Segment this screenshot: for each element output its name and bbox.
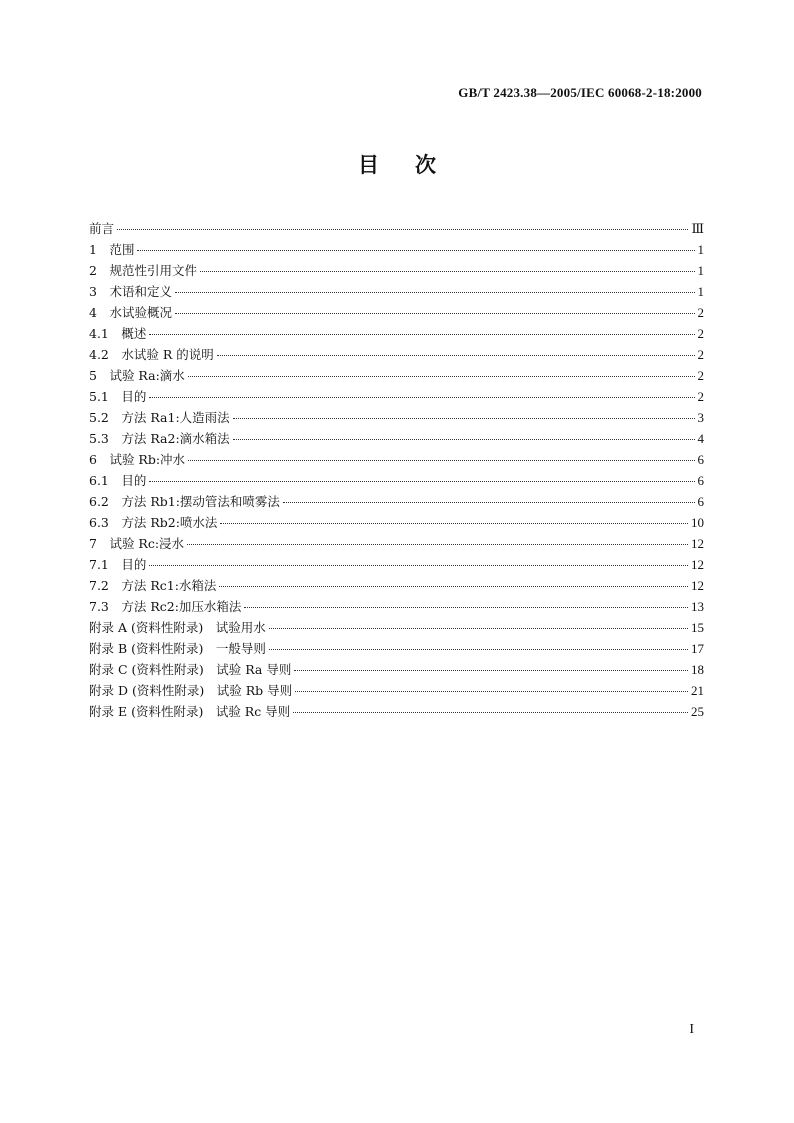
toc-entry-label: 2 规范性引用文件 xyxy=(89,263,197,278)
toc-entry-annex-d[interactable] xyxy=(89,680,704,701)
toc-dot-leader xyxy=(188,460,694,461)
toc-entry-label: 7.2 方法 Rc1:水箱法 xyxy=(89,578,217,593)
toc-entry-5-2[interactable] xyxy=(89,407,704,428)
toc-entry-label: 6.1 目的 xyxy=(89,473,147,488)
toc-entry-label: 1 范围 xyxy=(89,242,135,257)
toc-dot-leader xyxy=(233,418,695,419)
toc-entry-label: 6 试验 Rb:冲水 xyxy=(89,452,186,467)
toc-entry-7-2[interactable] xyxy=(89,575,704,596)
toc-entry-page: 1 xyxy=(697,242,704,257)
toc-entry-page: 21 xyxy=(691,683,704,698)
toc-entry-label: 5 试验 Ra:滴水 xyxy=(89,368,185,383)
toc-entry-label: 4 水试验概况 xyxy=(89,305,172,320)
toc-dot-leader xyxy=(220,523,688,524)
toc-dot-leader xyxy=(233,439,695,440)
toc-dot-leader xyxy=(293,712,688,713)
toc-entry-6[interactable] xyxy=(89,449,704,470)
toc-entry-page: 15 xyxy=(691,620,704,635)
toc-entry-label: 5.3 方法 Ra2:滴水箱法 xyxy=(89,431,230,446)
toc-entry-label: 附录 B (资料性附录) 一般导则 xyxy=(89,641,266,656)
toc-entry-page: 6 xyxy=(697,494,704,509)
toc-entry-label: 6.3 方法 Rb2:喷水法 xyxy=(89,515,218,530)
toc-entry-page: 18 xyxy=(691,662,704,677)
toc-dot-leader xyxy=(117,229,688,230)
toc-entry-page: 2 xyxy=(697,347,704,362)
toc-dot-leader xyxy=(188,376,695,377)
toc-entry-5[interactable] xyxy=(89,365,704,386)
toc-entry-label: 5.2 方法 Ra1:人造雨法 xyxy=(89,410,230,425)
toc-dot-leader xyxy=(137,250,694,251)
standard-code: GB/T 2423.38—2005/IEC 60068-2-18:2000 xyxy=(458,85,702,100)
toc-entry-page: 2 xyxy=(697,305,704,320)
toc-entry-4-2[interactable] xyxy=(89,344,704,365)
toc-dot-leader xyxy=(187,544,688,545)
toc-entry-7[interactable] xyxy=(89,533,704,554)
toc-entry-4-1[interactable] xyxy=(89,323,704,344)
page-title: 目次 xyxy=(358,153,472,177)
toc-dot-leader xyxy=(219,586,688,587)
toc-entry-label: 5.1 目的 xyxy=(89,389,147,404)
toc-dot-leader xyxy=(149,481,694,482)
toc-entry-page: 1 xyxy=(697,263,704,278)
toc-entry-2[interactable] xyxy=(89,260,704,281)
toc-entry-foreword[interactable] xyxy=(89,218,704,239)
toc-entry-label: 7.3 方法 Rc2:加压水箱法 xyxy=(89,599,242,614)
toc-entry-6-3[interactable] xyxy=(89,512,704,533)
toc-entry-label: 7.1 目的 xyxy=(89,557,147,572)
toc-entry-page: 2 xyxy=(697,368,704,383)
toc-entry-1[interactable] xyxy=(89,239,704,260)
toc-entry-page: 12 xyxy=(691,578,704,593)
toc-entry-label: 附录 D (资料性附录) 试验 Rb 导则 xyxy=(89,683,293,698)
toc-entry-page: 12 xyxy=(691,557,704,572)
toc-entry-page: 1 xyxy=(697,284,704,299)
toc-dot-leader xyxy=(269,628,688,629)
toc-entry-6-1[interactable] xyxy=(89,470,704,491)
toc-entry-page: 25 xyxy=(691,704,704,719)
toc-entry-label: 附录 E (资料性附录) 试验 Rc 导则 xyxy=(89,704,291,719)
toc-entry-page: 13 xyxy=(691,599,704,614)
toc-dot-leader xyxy=(149,565,688,566)
toc-entry-3[interactable] xyxy=(89,281,704,302)
toc-entry-annex-b[interactable] xyxy=(89,638,704,659)
toc-entry-page: 17 xyxy=(691,641,704,656)
toc-entry-page: Ⅲ xyxy=(691,221,704,236)
toc-entry-5-1[interactable] xyxy=(89,386,704,407)
toc-dot-leader xyxy=(175,313,695,314)
toc-dot-leader xyxy=(149,397,694,398)
toc-entry-page: 3 xyxy=(697,410,704,425)
toc-dot-leader xyxy=(244,607,688,608)
toc-entry-4[interactable] xyxy=(89,302,704,323)
toc-dot-leader xyxy=(200,271,695,272)
toc-dot-leader xyxy=(283,502,695,503)
toc-entry-annex-a[interactable] xyxy=(89,617,704,638)
toc-entry-label: 附录 A (资料性附录) 试验用水 xyxy=(89,620,266,635)
toc-dot-leader xyxy=(294,670,688,671)
toc-entry-page: 2 xyxy=(697,389,704,404)
toc-entry-label: 3 术语和定义 xyxy=(89,284,172,299)
toc-entry-7-1[interactable] xyxy=(89,554,704,575)
toc-entry-label: 4.1 概述 xyxy=(89,326,147,341)
toc-entry-5-3[interactable] xyxy=(89,428,704,449)
toc-entry-page: 6 xyxy=(697,452,704,467)
page-number: I xyxy=(689,1022,694,1037)
toc-entry-7-3[interactable] xyxy=(89,596,704,617)
toc-entry-page: 4 xyxy=(697,431,704,446)
toc-entry-page: 12 xyxy=(691,536,704,551)
toc-entry-page: 6 xyxy=(697,473,704,488)
toc-dot-leader xyxy=(269,649,688,650)
toc-entry-label: 4.2 水试验 R 的说明 xyxy=(89,347,214,362)
toc-entry-label: 6.2 方法 Rb1:摆动管法和喷雾法 xyxy=(89,494,280,509)
toc-entry-page: 2 xyxy=(697,326,704,341)
toc-dot-leader xyxy=(175,292,695,293)
table-of-contents xyxy=(89,218,704,722)
toc-entry-6-2[interactable] xyxy=(89,491,704,512)
toc-entry-annex-c[interactable] xyxy=(89,659,704,680)
toc-dot-leader xyxy=(295,691,688,692)
toc-dot-leader xyxy=(217,355,695,356)
toc-entry-label: 附录 C (资料性附录) 试验 Ra 导则 xyxy=(89,662,292,677)
toc-entry-page: 10 xyxy=(691,515,704,530)
toc-entry-label: 7 试验 Rc:浸水 xyxy=(89,536,185,551)
toc-dot-leader xyxy=(149,334,694,335)
toc-entry-annex-e[interactable] xyxy=(89,701,704,722)
toc-entry-label: 前言 xyxy=(89,221,115,236)
